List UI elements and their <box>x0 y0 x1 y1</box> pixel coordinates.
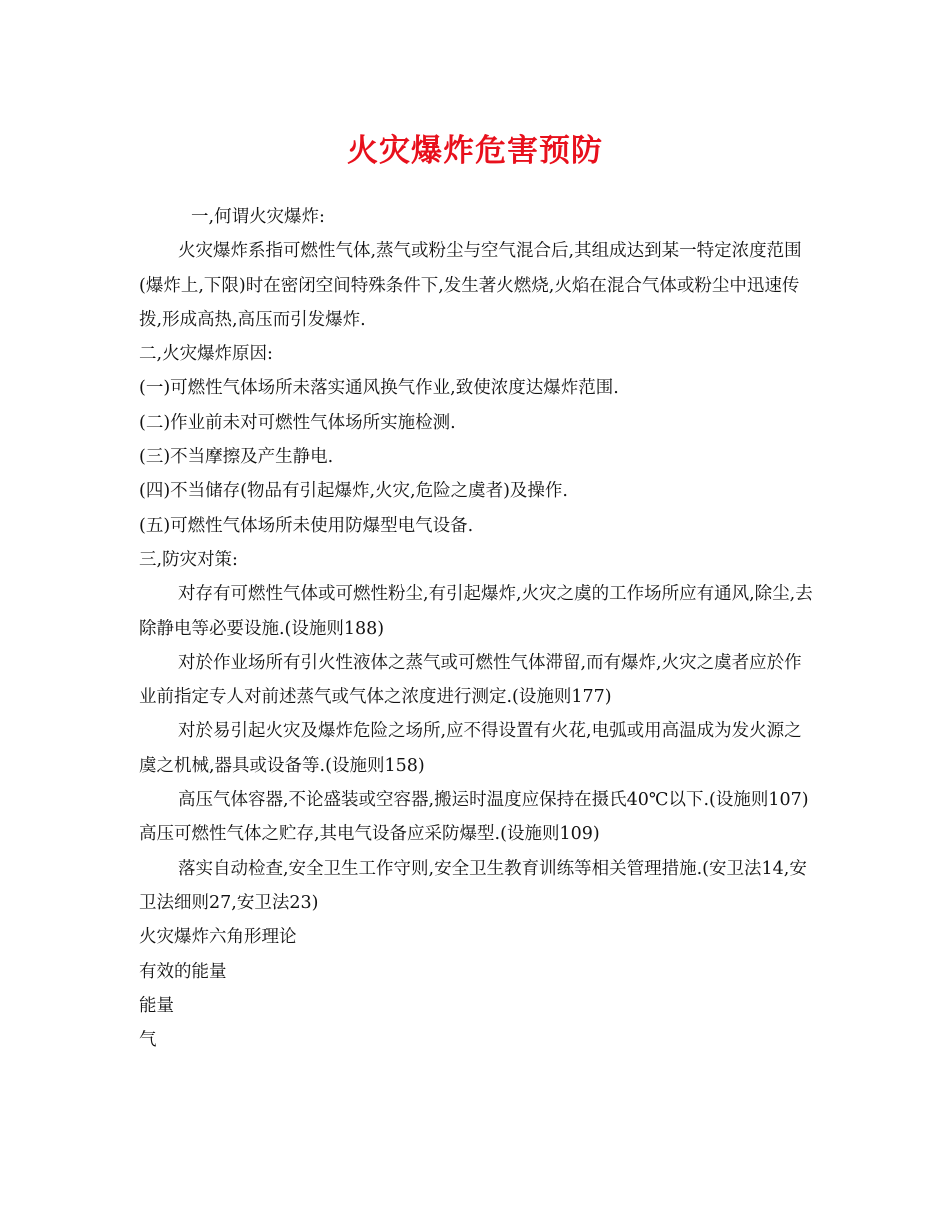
paragraph: 一,何谓火灾爆炸: <box>191 207 325 227</box>
paragraph: 三,防灾对策: <box>139 549 238 570</box>
paragraph: (二)作业前未对可燃性气体场所实施检测. <box>139 412 456 433</box>
document-body <box>139 200 815 1057</box>
page-title: 火灾爆炸危害预防 <box>347 133 603 169</box>
paragraph: (一)可燃性气体场所未落实通风换气作业,致使浓度达爆炸范围. <box>139 378 619 399</box>
paragraph: (三)不当摩擦及产生静电. <box>139 447 334 468</box>
paragraph: 气 <box>139 1030 157 1051</box>
paragraph: (四)不当储存(物品有引起爆炸,火灾,危险之虞者)及操作. <box>139 481 568 502</box>
paragraph: (五)可燃性气体场所未使用防爆型电气设备. <box>139 515 474 536</box>
paragraph: 对存有可燃性气体或可燃性粉尘,有引起爆炸,火灾之虞的工作场所应有通风,除尘,去除静电等必要设施.(设施则188) <box>139 584 813 639</box>
paragraph: 火灾爆炸系指可燃性气体,蒸气或粉尘与空气混合后,其组成达到某一特定浓度范围(爆炸上,下限)时在密闭空间特殊条件下,发生著火燃烧,火焰在混合气体或粉尘中迅速传拨,形成高热,高压而引发爆炸. <box>139 241 802 330</box>
paragraph: 二,火灾爆炸原因: <box>139 344 273 365</box>
paragraph: 高压可燃性气体之贮存,其电气设备应采防爆型.(设施则109) <box>139 824 600 845</box>
paragraph: 火灾爆炸六角形理论 <box>139 927 297 948</box>
paragraph: 对於易引起火灾及爆炸危险之场所,应不得设置有火花,电弧或用高温成为发火源之虞之机械,器具或设备等.(设施则158) <box>139 721 802 776</box>
paragraph: 有效的能量 <box>139 961 227 982</box>
paragraph: 对於作业场所有引火性液体之蒸气或可燃性气体滞留,而有爆炸,火灾之虞者应於作业前指定专人对前述蒸气或气体之浓度进行测定.(设施则177) <box>139 652 802 708</box>
paragraph: 高压气体容器,不论盛装或空容器,搬运时温度应保持在摄氏40℃以下.(设施则107) <box>178 790 809 811</box>
paragraph: 落实自动检查,安全卫生工作守则,安全卫生教育训练等相关管理措施.(安卫法14,安卫法细则27,安卫法23) <box>139 858 807 913</box>
paragraph: 能量 <box>139 995 174 1016</box>
